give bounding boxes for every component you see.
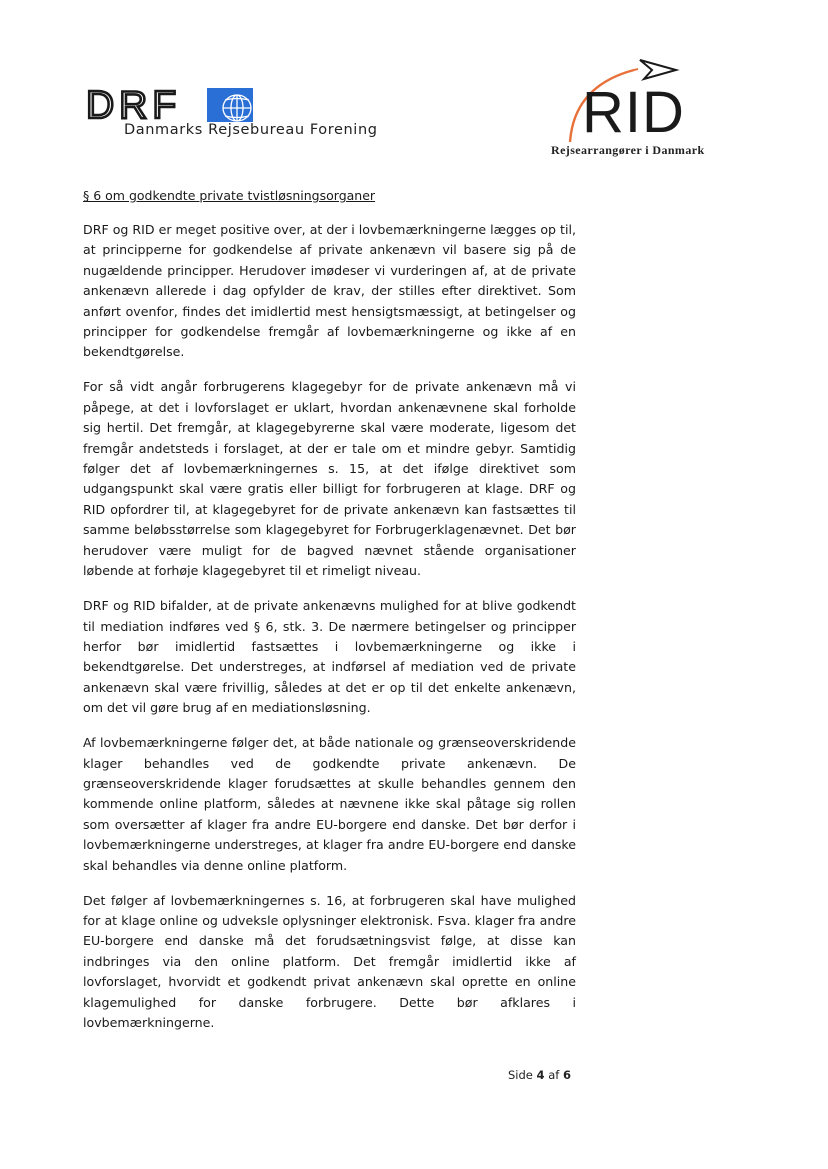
page-number-separator: af	[548, 1068, 560, 1082]
rid-logo-tagline: Rejsearrangører i Danmark	[551, 143, 705, 157]
rid-logo-letters: RID	[582, 80, 685, 145]
page-number-total: 6	[562, 1068, 571, 1082]
document-body	[83, 186, 576, 1048]
paragraph: Det følger af lovbemærkningernes s. 16, at forbrugeren skal have mulighed for at klage online og udveksle oplysninger elektronisk. Fsva. klager fra andre EU-borgere end danske må det forudsætningsvist følge, at disse kan indbringes via den online platform. Det fremgår imidlertid ikke af lovforslaget, hvorvidt et godkendt privat ankenævn skal oprette en online klagemulighed for danske forbrugere. Dette bør afklares i lovbemærkningerne.	[83, 892, 576, 1030]
page-number-prefix: Side	[508, 1068, 533, 1082]
section-heading: § 6 om godkendte private tvistløsningsorganer	[83, 188, 376, 203]
drf-logo-letters: DRF	[86, 84, 182, 127]
paragraph: DRF og RID er meget positive over, at der i lovbemærkningerne lægges op til, at principperne for godkendelse af private ankenævn vil basere sig på de nugældende principper. Herudover imødeser vi vurderingen af, at de private ankenævn allerede i dag opfylder de krav, der stilles efter direktivet. Som anført ovenfor, findes det imidlertid mest hensigtsmæssigt, at betingelser og principper for godkendelse fremgår af lovbemærkningerne og ikke af en bekendtgørelse.	[83, 222, 576, 360]
drf-logo	[84, 86, 444, 146]
globe-icon	[207, 88, 253, 122]
rid-logo	[548, 58, 728, 168]
drf-logo-tagline: Danmarks Rejsebureau Forening	[124, 122, 378, 138]
page-number-current: 4	[536, 1068, 545, 1082]
paragraph: For så vidt angår forbrugerens klagegebyr for de private ankenævn må vi påpege, at det i lovforslaget er uklart, hvordan ankenævnene skal forholde sig hertil. Det fremgår, at klagegebyrerne skal være moderate, ligesom det fremgår andetsteds i forslaget, at der er tale om et mindre gebyr. Samtidig følger det af lovbemærkningernes s. 15, at det ifølge direktivet som udgangspunkt skal være gratis eller billigt for forbrugeren at klage. DRF og RID opfordrer til, at klagegebyret for de private ankenævn kan fastsættes til samme beløbsstørrelse som klagegebyret for Forbrugerklagenævnet. Det bør herudover være muligt for de bagved nævnet stående organisationer løbende at forhøje klagegebyret til et rimeligt niveau.	[83, 379, 576, 579]
page-number	[508, 1068, 571, 1082]
paragraph: DRF og RID bifalder, at de private ankenævns mulighed for at blive godkendt til mediation indføres ved § 6, stk. 3. De nærmere betingelser og principper herfor bør imidlertid fastsættes i lovbemærkningerne og ikke i bekendtgørelse. Det understreges, at indførsel af mediation ved de private ankenævn skal være frivillig, således at det er op til det enkelte ankenævn, om det vil gøre brug af en mediationsløsning.	[83, 598, 576, 716]
paragraph: Af lovbemærkningerne følger det, at både nationale og grænseoverskridende klager behandles ved de godkendte private ankenævn. De grænseoverskridende klager forudsættes at skulle behandles gennem den kommende online platform, således at nævnene ikke skal påtage sig rollen som oversætter af klager fra andre EU-borgere end danske. Det bør derfor i lovbemærkningerne understreges, at klager fra andre EU-borgere end danske skal behandles via denne online platform.	[83, 735, 576, 873]
